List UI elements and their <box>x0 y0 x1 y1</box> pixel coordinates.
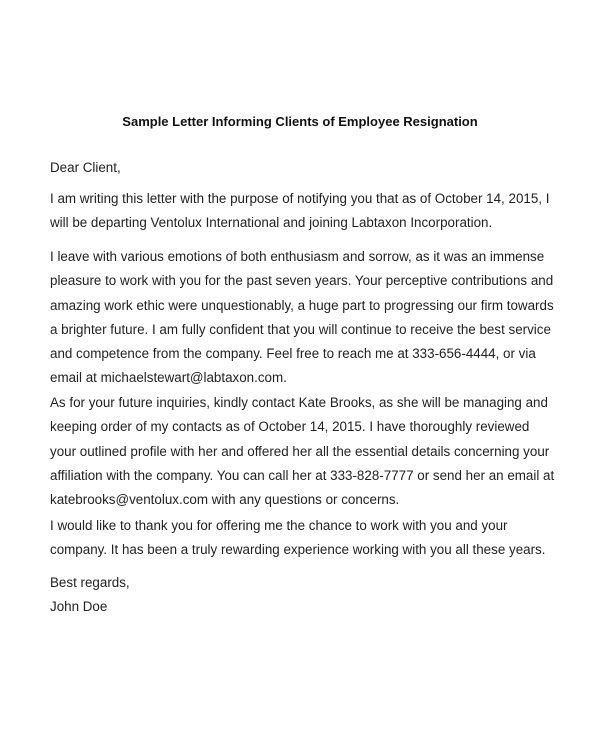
paragraph-line: company. It has been a truly rewarding experience working with you all these years. <box>50 542 546 558</box>
paragraph-line: amazing work ethic were unquestionably, a huge part to progressing our firm towards <box>50 297 554 313</box>
closing-block <box>50 571 560 620</box>
paragraph-line: and competence from the company. Feel free to reach me at 333-656-4444, or via <box>50 346 536 362</box>
paragraph-2 <box>50 245 560 391</box>
paragraph-line: your outlined profile with her and offered her all the essential details concerning your <box>50 443 550 459</box>
paragraph-3 <box>50 391 560 512</box>
closing: Best regards, <box>50 575 130 590</box>
paragraph-line: a brighter future. I am fully confident that you will continue to receive the best service <box>50 321 551 337</box>
paragraph-line: email at michaelstewart@labtaxon.com. <box>50 370 287 386</box>
signature: John Doe <box>50 599 108 615</box>
salutation: Dear Client, <box>50 160 121 175</box>
paragraph-line: pleasure to work with you for the past seven years. Your perceptive contributions and <box>50 273 554 289</box>
paragraph-4 <box>50 514 560 563</box>
paragraph-line: will be departing Ventolux International and joining Labtaxon Incorporation. <box>50 215 493 231</box>
paragraph-line: I am writing this letter with the purpose of notifying you that as of October 14, 2015, I <box>50 191 550 206</box>
paragraph-line: katebrooks@ventolux.com with any questions or concerns. <box>50 492 400 508</box>
paragraph-line: I leave with various emotions of both enthusiasm and sorrow, as it was an immense <box>50 249 545 264</box>
letter-title: Sample Letter Informing Clients of Employee Resignation <box>122 114 478 129</box>
paragraph-line: affiliation with the company. You can call her at 333-828-7777 or send her an email at <box>50 467 555 483</box>
paragraph-line: As for your future inquiries, kindly contact Kate Brooks, as she will be managing and <box>50 395 548 410</box>
paragraph-line: I would like to thank you for offering me the chance to work with you and your <box>50 518 508 533</box>
paragraph-line: keeping order of my contacts as of October 14, 2015. I have thoroughly reviewed <box>50 419 530 435</box>
paragraph-1 <box>50 187 560 236</box>
